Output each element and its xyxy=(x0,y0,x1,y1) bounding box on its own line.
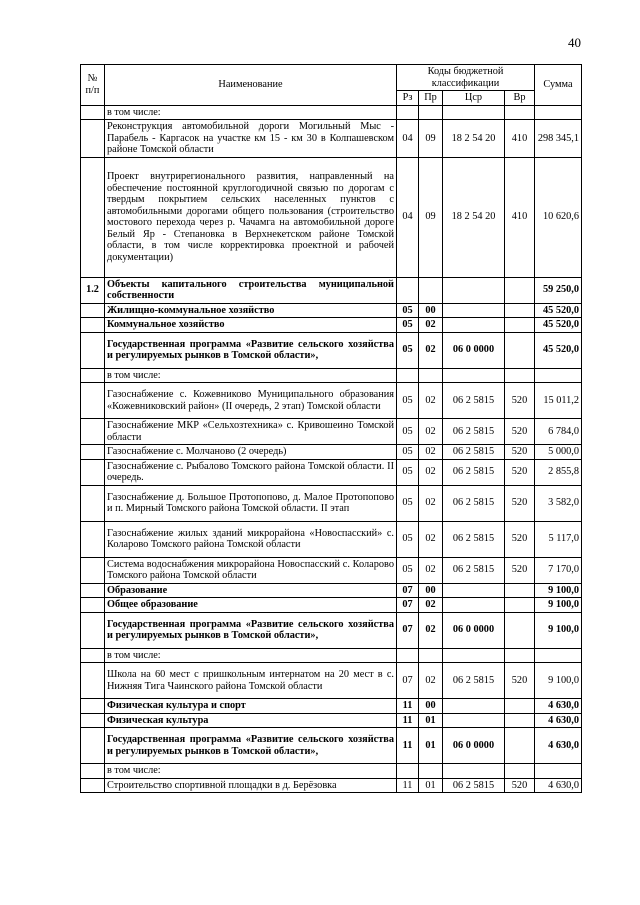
row-name: Жилищно-коммунальное хозяйство xyxy=(105,303,397,318)
row-sum: 4 630,0 xyxy=(535,728,582,764)
header-name: Наименование xyxy=(105,65,397,106)
row-num xyxy=(81,778,105,793)
row-rz: 07 xyxy=(397,583,419,598)
row-csr xyxy=(443,648,505,663)
row-csr: 06 2 5815 xyxy=(443,419,505,445)
row-pr: 02 xyxy=(419,445,443,460)
row-sum: 15 011,2 xyxy=(535,383,582,419)
row-num xyxy=(81,157,105,277)
row-rz: 11 xyxy=(397,699,419,714)
row-name: Проект внутрирегионального развития, направленный на обеспечение постоянной круглогодичной связью по дорогам с твердым покрытием сельских населенных пунктов с автомобильными дорогами общего пользования (строительство мостового перехода через р. Чачамга на автомобильной дороге Белый Яр - Степановка в Верхнекетском районе Томской области, в том числе корректировка проектной и рабочей документации) xyxy=(105,157,397,277)
row-pr: 00 xyxy=(419,583,443,598)
row-num xyxy=(81,612,105,648)
table-row xyxy=(81,764,582,779)
table-row xyxy=(81,383,582,419)
row-num xyxy=(81,419,105,445)
row-vr: 520 xyxy=(505,445,535,460)
table-row xyxy=(81,648,582,663)
row-csr: 18 2 54 20 xyxy=(443,120,505,158)
row-rz: 07 xyxy=(397,612,419,648)
row-name: Образование xyxy=(105,583,397,598)
row-sum: 59 250,0 xyxy=(535,277,582,303)
row-num xyxy=(81,303,105,318)
row-pr xyxy=(419,277,443,303)
row-csr xyxy=(443,318,505,333)
row-name: Газоснабжение с. Кожевниково Муниципального образования «Кожевниковский район» (II очередь, 2 этап) Томской области xyxy=(105,383,397,419)
row-name: Газоснабжение МКР «Сельхозтехника» с. Кривошеино Томской области xyxy=(105,419,397,445)
row-csr: 06 2 5815 xyxy=(443,383,505,419)
row-name: Коммунальное хозяйство xyxy=(105,318,397,333)
row-vr xyxy=(505,648,535,663)
table-row xyxy=(81,663,582,699)
row-num xyxy=(81,485,105,521)
row-vr: 520 xyxy=(505,459,535,485)
row-name: в том числе: xyxy=(105,105,397,120)
row-vr xyxy=(505,764,535,779)
row-num xyxy=(81,459,105,485)
row-num xyxy=(81,728,105,764)
table-row xyxy=(81,713,582,728)
row-name: в том числе: xyxy=(105,368,397,383)
row-csr xyxy=(443,699,505,714)
table-row xyxy=(81,557,582,583)
row-pr: 02 xyxy=(419,485,443,521)
row-name: Физическая культура xyxy=(105,713,397,728)
row-rz xyxy=(397,368,419,383)
row-rz: 07 xyxy=(397,663,419,699)
budget-table xyxy=(80,64,582,793)
row-name: Система водоснабжения микрорайона Новоспасский с. Коларово Томского района Томской области xyxy=(105,557,397,583)
table-row xyxy=(81,583,582,598)
row-csr: 18 2 54 20 xyxy=(443,157,505,277)
row-pr: 00 xyxy=(419,303,443,318)
row-vr: 410 xyxy=(505,157,535,277)
row-csr: 06 2 5815 xyxy=(443,778,505,793)
row-num xyxy=(81,699,105,714)
table-row xyxy=(81,699,582,714)
row-rz: 05 xyxy=(397,485,419,521)
row-vr xyxy=(505,277,535,303)
row-rz: 05 xyxy=(397,318,419,333)
row-name: Государственная программа «Развитие сельского хозяйства и регулируемых рынков в Томской области», xyxy=(105,728,397,764)
row-rz: 11 xyxy=(397,713,419,728)
row-csr: 06 2 5815 xyxy=(443,521,505,557)
row-csr xyxy=(443,303,505,318)
row-sum xyxy=(535,764,582,779)
row-sum: 9 100,0 xyxy=(535,663,582,699)
table-row xyxy=(81,332,582,368)
row-name: Газоснабжение жилых зданий микрорайона «Новоспасский» с. Коларово Томского района Томской области xyxy=(105,521,397,557)
row-pr: 02 xyxy=(419,598,443,613)
row-pr: 02 xyxy=(419,663,443,699)
row-pr: 00 xyxy=(419,699,443,714)
row-rz: 05 xyxy=(397,303,419,318)
row-pr: 02 xyxy=(419,318,443,333)
row-pr xyxy=(419,764,443,779)
row-vr xyxy=(505,105,535,120)
row-rz xyxy=(397,105,419,120)
row-sum: 4 630,0 xyxy=(535,699,582,714)
header-codes: Коды бюджетной классификации xyxy=(397,65,535,91)
row-sum: 7 170,0 xyxy=(535,557,582,583)
row-pr: 02 xyxy=(419,419,443,445)
row-vr: 410 xyxy=(505,120,535,158)
row-name: Государственная программа «Развитие сельского хозяйства и регулируемых рынков в Томской области», xyxy=(105,612,397,648)
row-csr xyxy=(443,598,505,613)
row-csr xyxy=(443,764,505,779)
row-pr xyxy=(419,105,443,120)
row-pr: 01 xyxy=(419,778,443,793)
row-pr: 01 xyxy=(419,728,443,764)
row-vr xyxy=(505,318,535,333)
row-pr: 02 xyxy=(419,521,443,557)
header-sum: Сумма xyxy=(535,65,582,106)
row-csr: 06 0 0000 xyxy=(443,612,505,648)
row-rz: 05 xyxy=(397,419,419,445)
table-row xyxy=(81,318,582,333)
row-csr xyxy=(443,277,505,303)
row-name: Газоснабжение д. Большое Протопопово, д. Малое Протопопово и п. Мирный Томского района Томской области. II этап xyxy=(105,485,397,521)
table-row xyxy=(81,778,582,793)
table-row xyxy=(81,157,582,277)
row-num xyxy=(81,105,105,120)
table-row xyxy=(81,612,582,648)
table-body xyxy=(81,105,582,793)
row-name: Реконструкция автомобильной дороги Могильный Мыс - Парабель - Каргасок на участке км 15 - км 30 в Колпашевском районе Томской области xyxy=(105,120,397,158)
row-pr xyxy=(419,368,443,383)
row-name: Школа на 60 мест с пришкольным интернатом на 20 мест в с. Нижняя Тига Чаинского района Томской области xyxy=(105,663,397,699)
row-sum xyxy=(535,105,582,120)
row-sum xyxy=(535,368,582,383)
table-row xyxy=(81,728,582,764)
table-row xyxy=(81,521,582,557)
row-num xyxy=(81,120,105,158)
row-num xyxy=(81,445,105,460)
row-pr: 02 xyxy=(419,332,443,368)
row-sum: 5 117,0 xyxy=(535,521,582,557)
row-sum: 9 100,0 xyxy=(535,583,582,598)
table-row xyxy=(81,459,582,485)
row-pr: 02 xyxy=(419,383,443,419)
row-sum: 5 000,0 xyxy=(535,445,582,460)
row-num xyxy=(81,648,105,663)
row-sum: 45 520,0 xyxy=(535,318,582,333)
row-csr xyxy=(443,368,505,383)
row-rz: 05 xyxy=(397,557,419,583)
row-pr: 09 xyxy=(419,157,443,277)
row-sum xyxy=(535,648,582,663)
row-num xyxy=(81,368,105,383)
table-row xyxy=(81,419,582,445)
row-vr: 520 xyxy=(505,485,535,521)
row-csr: 06 0 0000 xyxy=(443,728,505,764)
row-vr xyxy=(505,332,535,368)
row-num xyxy=(81,764,105,779)
row-rz xyxy=(397,648,419,663)
row-name: Объекты капитального строительства муниципальной собственности xyxy=(105,277,397,303)
table-row xyxy=(81,485,582,521)
row-rz: 04 xyxy=(397,157,419,277)
row-rz xyxy=(397,764,419,779)
row-num: 1.2 xyxy=(81,277,105,303)
row-vr xyxy=(505,598,535,613)
row-csr: 06 2 5815 xyxy=(443,485,505,521)
header-rz: Рз xyxy=(397,91,419,106)
row-vr xyxy=(505,612,535,648)
row-sum: 9 100,0 xyxy=(535,598,582,613)
row-pr xyxy=(419,648,443,663)
row-sum: 4 630,0 xyxy=(535,713,582,728)
row-rz: 05 xyxy=(397,445,419,460)
header-pr: Пр xyxy=(419,91,443,106)
table-row xyxy=(81,105,582,120)
row-rz: 05 xyxy=(397,332,419,368)
row-csr: 06 2 5815 xyxy=(443,663,505,699)
row-vr: 520 xyxy=(505,663,535,699)
row-vr: 520 xyxy=(505,778,535,793)
row-name: Газоснабжение с. Молчаново (2 очередь) xyxy=(105,445,397,460)
row-sum: 4 630,0 xyxy=(535,778,582,793)
row-num xyxy=(81,521,105,557)
row-num xyxy=(81,332,105,368)
row-name: Государственная программа «Развитие сельского хозяйства и регулируемых рынков в Томской области», xyxy=(105,332,397,368)
row-csr: 06 2 5815 xyxy=(443,459,505,485)
row-name: Физическая культура и спорт xyxy=(105,699,397,714)
table-row xyxy=(81,277,582,303)
row-csr: 06 2 5815 xyxy=(443,557,505,583)
row-rz: 07 xyxy=(397,598,419,613)
row-vr xyxy=(505,713,535,728)
table-row xyxy=(81,598,582,613)
row-vr: 520 xyxy=(505,557,535,583)
row-sum: 6 784,0 xyxy=(535,419,582,445)
table-row xyxy=(81,368,582,383)
header-num-label: № п/п xyxy=(85,73,100,96)
row-sum: 298 345,1 xyxy=(535,120,582,158)
row-vr xyxy=(505,583,535,598)
row-csr xyxy=(443,713,505,728)
row-csr xyxy=(443,105,505,120)
row-rz: 11 xyxy=(397,728,419,764)
table-row xyxy=(81,303,582,318)
row-rz xyxy=(397,277,419,303)
row-num xyxy=(81,598,105,613)
row-rz: 05 xyxy=(397,383,419,419)
header-num xyxy=(81,65,105,106)
row-vr: 520 xyxy=(505,419,535,445)
row-sum: 10 620,6 xyxy=(535,157,582,277)
row-pr: 01 xyxy=(419,713,443,728)
row-vr xyxy=(505,368,535,383)
row-vr: 520 xyxy=(505,521,535,557)
row-rz: 11 xyxy=(397,778,419,793)
row-name: Строительство спортивной площадки в д. Берёзовка xyxy=(105,778,397,793)
row-sum: 3 582,0 xyxy=(535,485,582,521)
row-name: в том числе: xyxy=(105,764,397,779)
table-row xyxy=(81,120,582,158)
row-num xyxy=(81,663,105,699)
table-row xyxy=(81,445,582,460)
row-pr: 09 xyxy=(419,120,443,158)
row-csr: 06 0 0000 xyxy=(443,332,505,368)
row-num xyxy=(81,583,105,598)
page-number: 40 xyxy=(568,35,581,50)
row-name: в том числе: xyxy=(105,648,397,663)
row-num xyxy=(81,383,105,419)
row-sum: 45 520,0 xyxy=(535,332,582,368)
row-rz: 05 xyxy=(397,459,419,485)
row-name: Общее образование xyxy=(105,598,397,613)
row-pr: 02 xyxy=(419,557,443,583)
row-name: Газоснабжение с. Рыбалово Томского района Томской области. II очередь. xyxy=(105,459,397,485)
header-csr: Цср xyxy=(443,91,505,106)
row-sum: 45 520,0 xyxy=(535,303,582,318)
row-vr xyxy=(505,699,535,714)
row-vr xyxy=(505,303,535,318)
row-vr: 520 xyxy=(505,383,535,419)
row-csr: 06 2 5815 xyxy=(443,445,505,460)
row-sum: 2 855,8 xyxy=(535,459,582,485)
row-pr: 02 xyxy=(419,612,443,648)
row-sum: 9 100,0 xyxy=(535,612,582,648)
row-rz: 04 xyxy=(397,120,419,158)
row-num xyxy=(81,557,105,583)
row-rz: 05 xyxy=(397,521,419,557)
row-pr: 02 xyxy=(419,459,443,485)
row-num xyxy=(81,318,105,333)
header-vr: Вр xyxy=(505,91,535,106)
row-csr xyxy=(443,583,505,598)
row-num xyxy=(81,713,105,728)
row-vr xyxy=(505,728,535,764)
